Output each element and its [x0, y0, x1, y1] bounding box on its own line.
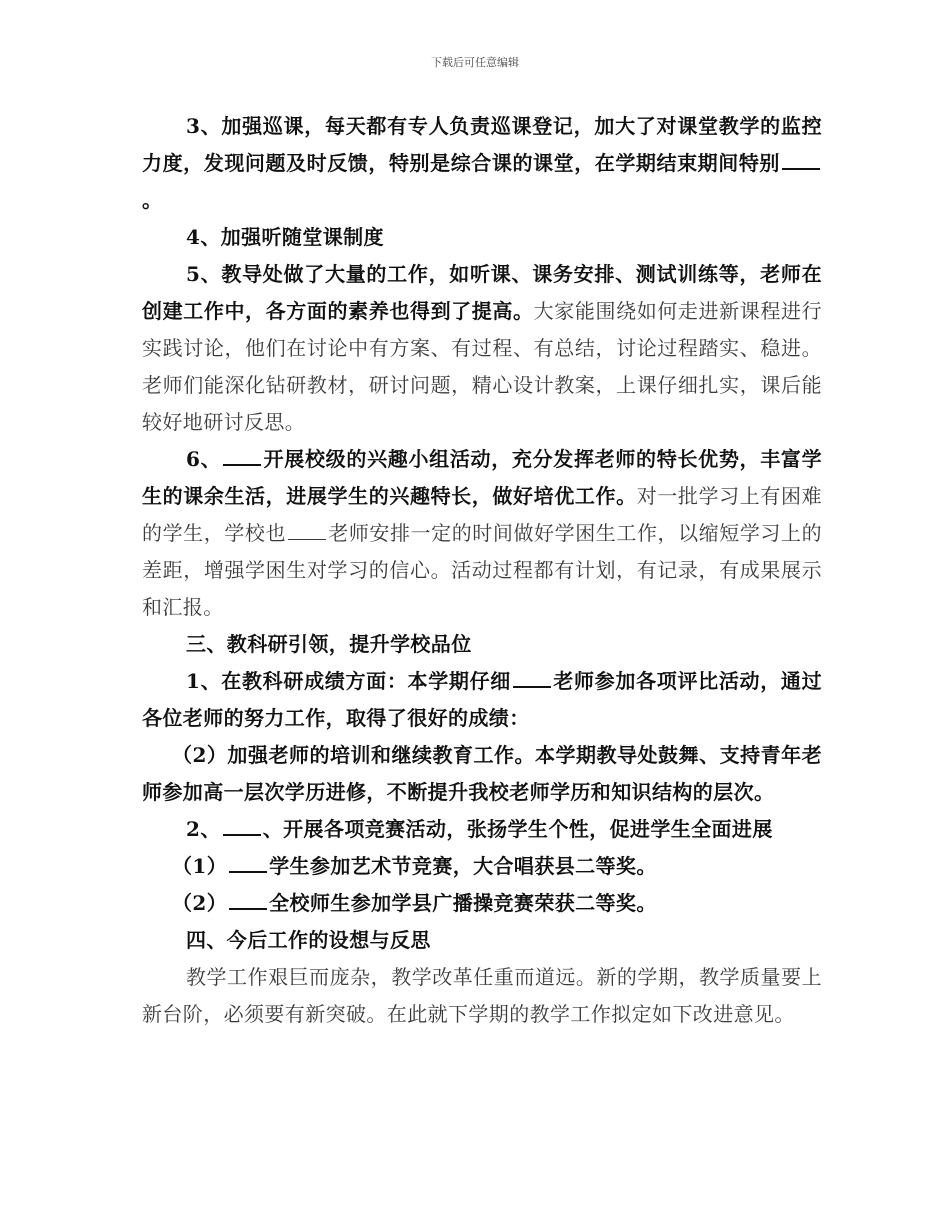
paragraph-heading-4: 4、加强听随堂课制度	[186, 225, 384, 249]
paragraph-text: 1、在教科研成绩方面：本学期仔细	[186, 669, 511, 693]
paragraph-text: （2）	[172, 891, 228, 915]
fill-blank	[288, 521, 326, 540]
paragraph-broadcast-exercise	[142, 885, 822, 922]
paragraph-patrol	[142, 108, 822, 219]
paragraph-research	[142, 663, 822, 737]
page-header: 下载后可任意编辑	[431, 56, 519, 69]
paragraph-training: （2）加强老师的培训和继续教育工作。本学期教导处鼓舞、支持青年老师参加高一层次学历进修，不断提升我校老师学历和知识结构的层次。	[142, 743, 822, 804]
paragraph-interest-groups	[142, 441, 822, 626]
fill-blank	[223, 816, 261, 836]
paragraph-regular-text: 老师安排一定的时间做好学困生工作，以缩短学习上的差距，增强学困生对学习的信心。活动过程都有计划，有记录，有成果展示和汇报。	[142, 521, 822, 619]
fill-blank	[782, 150, 820, 170]
paragraph-bold-text: 开展校级的兴趣小组活动，充分发挥老师的特长优势，丰富学生的课余生活，进展学生的兴趣特长，做好培优工作。	[142, 447, 822, 508]
section-heading-4: 四、今后工作的设想与反思	[186, 928, 431, 952]
paragraph-text: 全校师生参加学县广播操竞赛荣获二等奖。	[269, 891, 657, 915]
paragraph-text: 、开展各项竞赛活动，张扬学生个性，促进学生全面进展	[262, 817, 773, 841]
fill-blank	[229, 853, 267, 873]
paragraph-text: 3、加强巡课，每天都有专人负责巡课登记，加大了对课堂教学的监控力度，发现问题及时反馈，特别是综合课的课堂，在学期结束期间特别	[142, 114, 822, 175]
fill-blank	[513, 668, 551, 688]
fill-blank	[223, 446, 261, 466]
fill-blank	[229, 890, 267, 910]
paragraph-teaching-office	[142, 256, 822, 441]
paragraph-bold-text: 6、	[186, 447, 222, 471]
paragraph-text: 学生参加艺术节竞赛，大合唱获县二等奖。	[269, 854, 657, 878]
paragraph-competitions	[142, 811, 822, 848]
paragraph-text: 老师参加各项评比活动，通过各位老师的努力工作，取得了很好的成绩：	[142, 669, 822, 730]
paragraph-art-festival	[142, 848, 822, 885]
paragraph-bold-text: 5、教导处做了大量的工作，如听课、课务安排、测试训练等，老师在创建工作中，各方面的素养也得到了提高。	[142, 262, 822, 323]
section-heading-3: 三、教科研引领，提升学校品位	[186, 632, 472, 656]
paragraph-regular-text: 大家能围绕如何走进新课程进行实践讨论，他们在讨论中有方案、有过程、有总结，讨论过程踏实、稳进。老师们能深化钻研教材，研讨问题，精心设计教案，上课仔细扎实，课后能较好地研讨反思。	[142, 299, 822, 434]
paragraph-text: （1）	[172, 854, 228, 878]
document-body	[142, 108, 822, 1033]
paragraph-text: 2、	[186, 817, 221, 841]
paragraph-reflection: 教学工作艰巨而庞杂，教学改革任重而道远。新的学期，教学质量要上新台阶，必须要有新突破。在此就下学期的教学工作拟定如下改进意见。	[142, 965, 822, 1026]
paragraph-text: 。	[142, 188, 163, 212]
paragraph-regular-text: 对一批学习上有困难的学生，学校也	[142, 484, 822, 545]
